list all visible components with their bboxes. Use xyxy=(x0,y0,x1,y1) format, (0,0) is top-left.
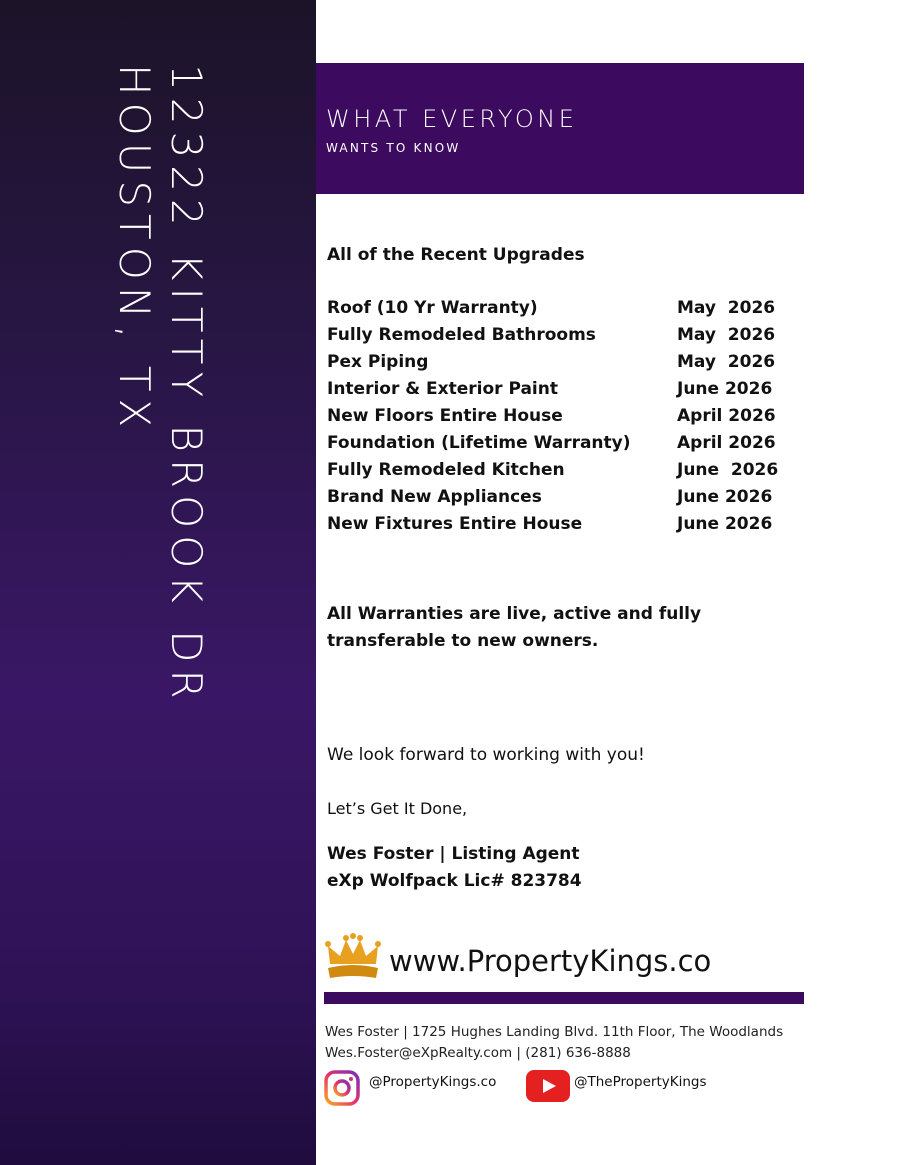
agent-block xyxy=(327,841,582,895)
upgrade-row xyxy=(327,406,807,433)
upgrade-row xyxy=(327,433,807,460)
upgrade-date: June 2026 xyxy=(677,487,773,507)
closing-text: We look forward to working with you! xyxy=(327,745,645,765)
upgrade-list xyxy=(327,298,807,541)
upgrade-item: Foundation (Lifetime Warranty) xyxy=(327,433,631,453)
upgrade-item: New Fixtures Entire House xyxy=(327,514,583,534)
upgrade-row xyxy=(327,379,807,406)
upgrade-item: Brand New Appliances xyxy=(327,487,542,507)
contact-email-phone[interactable]: Wes.Foster@eXpRealty.com | (281) 636-8888 xyxy=(325,1045,631,1061)
upgrade-item: Roof (10 Yr Warranty) xyxy=(327,298,538,318)
upgrade-item: Fully Remodeled Kitchen xyxy=(327,460,565,480)
upgrade-item: New Floors Entire House xyxy=(327,406,563,426)
website-link[interactable]: www.PropertyKings.co xyxy=(389,944,712,978)
upgrade-row xyxy=(327,514,807,541)
upgrade-date: June 2026 xyxy=(677,514,773,534)
youtube-handle[interactable]: @ThePropertyKings xyxy=(574,1074,707,1090)
upgrade-date: May 2026 xyxy=(677,325,776,345)
upgrade-row xyxy=(327,487,807,514)
upgrades-heading: All of the Recent Upgrades xyxy=(327,245,585,265)
upgrade-date: June 2026 xyxy=(677,460,779,480)
upgrade-date: April 2026 xyxy=(677,433,776,453)
upgrade-item: Interior & Exterior Paint xyxy=(327,379,558,399)
upgrade-date: April 2026 xyxy=(677,406,776,426)
address-city: HOUSTON, TX xyxy=(110,64,159,435)
upgrade-row xyxy=(327,325,807,352)
youtube-icon[interactable] xyxy=(526,1070,570,1102)
upgrade-date: June 2026 xyxy=(677,379,773,399)
crown-icon xyxy=(324,932,382,982)
header-subtitle: WANTS TO KNOW xyxy=(326,141,461,155)
upgrade-row xyxy=(327,460,807,487)
header-title: WHAT EVERYONE xyxy=(326,105,578,133)
signoff-text: Let’s Get It Done, xyxy=(327,799,468,818)
divider-bar xyxy=(324,992,804,1004)
warranty-note: All Warranties are live, active and fully transferable to new owners. xyxy=(327,604,702,651)
instagram-handle[interactable]: @PropertyKings.co xyxy=(369,1074,497,1090)
agent-license: eXp Wolfpack Lic# 823784 xyxy=(327,871,582,891)
address-street: 12322 KITTY BROOK DR xyxy=(162,64,211,706)
upgrade-date: May 2026 xyxy=(677,298,776,318)
agent-name: Wes Foster | Listing Agent xyxy=(327,844,580,864)
property-address xyxy=(112,64,212,706)
upgrade-row xyxy=(327,298,807,325)
upgrade-item: Pex Piping xyxy=(327,352,429,372)
contact-address: Wes Foster | 1725 Hughes Landing Blvd. 11th Floor, The Woodlands xyxy=(325,1024,784,1040)
instagram-icon[interactable] xyxy=(324,1070,360,1106)
side-panel xyxy=(0,0,316,1165)
upgrade-date: May 2026 xyxy=(677,352,776,372)
upgrade-item: Fully Remodeled Bathrooms xyxy=(327,325,596,345)
upgrade-row xyxy=(327,352,807,379)
header-band xyxy=(316,63,804,194)
